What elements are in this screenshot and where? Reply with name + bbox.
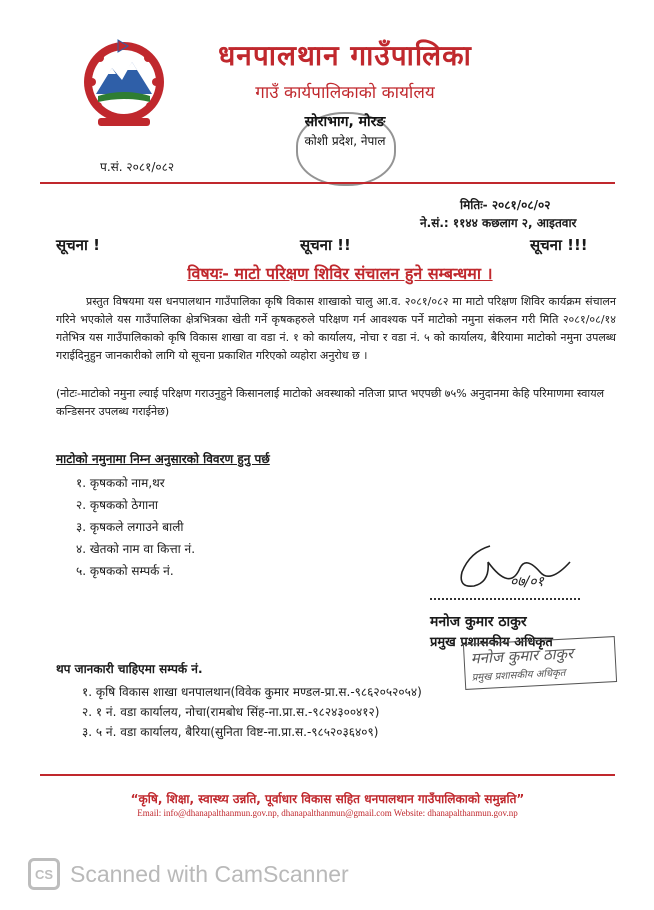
- stamp-name: मनोज कुमार ठाकुर: [470, 644, 574, 668]
- footer-contact-line: Email: info@dhanapalthanmun.gov.np, dhanapalthanmun@gmail.com Website: dhanapalthanmun.gov.np: [137, 808, 518, 818]
- footer-motto: “कृषि, शिक्षा, स्वास्थ्य उन्नति, पूर्वाधार विकास सहित धनपालथान गाउँपालिकाको समुन्नति”: [130, 792, 525, 806]
- list-item: ४. खेतको नाम वा कित्ता नं.: [76, 542, 196, 556]
- office-place: सोराभाग, मोरङ: [304, 114, 386, 130]
- list-item: १. कृषकको नाम,थर: [76, 476, 165, 490]
- list-item: २. कृषकको ठेगाना: [76, 498, 158, 512]
- list-item: ५. कृषकको सम्पर्क नं.: [76, 564, 174, 578]
- body-paragraph: प्रस्तुत विषयमा यस धनपालथान गाउँपालिका कृषि विकास शाखाको चालु आ.व. २०८१/०८२ मा माटो परिक्षण शिविर कार्यक्रम संचालन गरिने भएकोले यस गाउँपालिका क्षेत्रभित्रका खेती गर्ने कृषकहरुले परिक्षण गर्न आवश्यक पर्ने माटोको नमुना संकलन गरी मिति २०८१/०८/१४ गतेभित्र यस गाउँपालिकाको कृषि विकास शाखा वा वडा नं. १ को कार्यालय, नोचा र वडा नं. ५ को कार्यालय, बैरियामा माटोको नमुना उपलब्ध गराईदिनुहुन जानकारीको लागि यो सूचना प्रकाशित गरिएको व्यहोरा अनुरोध छ ।: [56, 295, 616, 362]
- header-divider: [40, 182, 615, 184]
- handwritten-signature: [450, 532, 590, 602]
- office-subtitle: गाउँ कार्यपालिकाको कार्यालय: [255, 83, 435, 103]
- list-item: १. कृषि विकास शाखा धनपालथान(विवेक कुमार मण्डल-प्रा.स.-९८६२०५२०५४): [82, 685, 422, 699]
- contact-heading: थप जानकारी चाहिएमा सम्पर्क नं.: [56, 662, 203, 676]
- signature-line: [430, 598, 580, 600]
- office-province: कोशी प्रदेश, नेपाल: [304, 134, 386, 148]
- contact-list: [82, 682, 422, 742]
- subject-line: [120, 262, 560, 284]
- municipality-title: धनपालथान गाउँपालिका: [218, 39, 472, 72]
- sample-details-heading: माटोको नमुनामा निम्न अनुसारको विवरण हुनु पर्छ: [56, 452, 270, 466]
- signatory-title: प्रमुख प्रशासकीय अधिकृत: [430, 635, 553, 650]
- signature-date: ०७/०१: [510, 574, 544, 590]
- sample-details-list: [76, 472, 195, 582]
- notice-label-3: सूचना !!!: [530, 236, 588, 254]
- footer-divider: [40, 774, 615, 776]
- camscanner-watermark: [28, 858, 349, 890]
- stamp-title: प्रमुख प्रशासकीय अधिकृत: [471, 667, 566, 684]
- list-item: ३. ५ नं. वडा कार्यालय, बैरिया(सुनिता विष्ट-ना.प्रा.स.-९८५२०३६४०९): [82, 725, 379, 739]
- reference-number: प.सं. २०८१/०८२: [100, 160, 175, 174]
- camscanner-icon: CS: [28, 858, 60, 890]
- name-stamp: [463, 636, 617, 690]
- list-item: ३. कृषकले लगाउने बाली: [76, 520, 184, 534]
- notice-label-1: सूचना !: [56, 236, 100, 254]
- watermark-text: Scanned with CamScanner: [70, 860, 349, 887]
- nepal-sambat-date: ने.सं.: ११४४ कछलाग २, आइतवार: [420, 216, 577, 230]
- notice-label-2: सूचना !!: [300, 236, 351, 254]
- signatory-name: मनोज कुमार ठाकुर: [430, 614, 527, 630]
- note-paragraph: (नोटः-माटोको नमुना ल्याई परिक्षण गराउनुहुने किसानलाई माटोको अवस्थाको नतिजा प्राप्त भएपछी ७५% अनुदानमा केहि परिमाणमा स्वायल कन्डिसनर उपलब्ध गराईनेछ): [56, 387, 605, 418]
- list-item: २. १ नं. वडा कार्यालय, नोचा(रामबोध सिंह-ना.प्रा.स.-९८२४३००४१२): [82, 705, 380, 719]
- letter-date: मितिः- २०८१/०८/०२: [460, 198, 551, 212]
- nepal-emblem-logo: [78, 32, 170, 130]
- subject-text: विषयः- माटो परिक्षण शिविर संचालन हुने सम्बन्धमा ।: [187, 264, 493, 283]
